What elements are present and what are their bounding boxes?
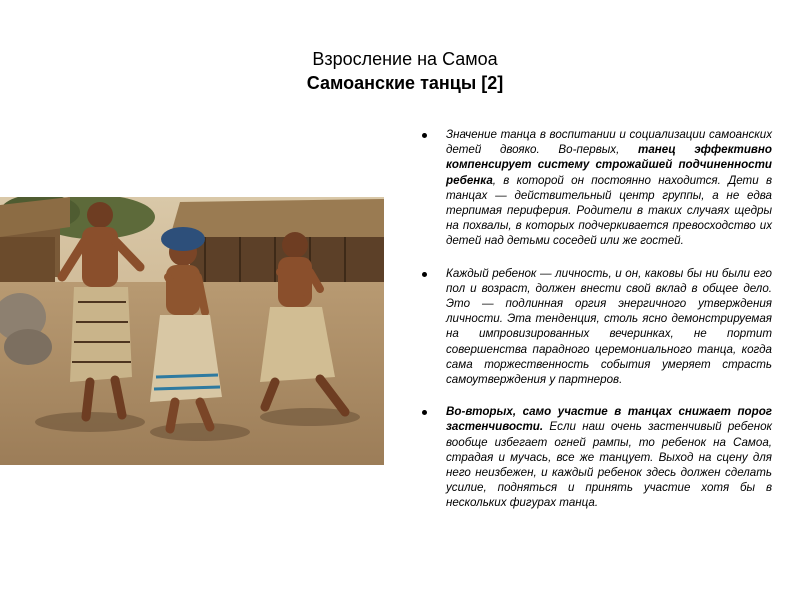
samoan-dancers-photo (0, 197, 384, 465)
bullet-list (420, 127, 772, 511)
bullet-1-text-b: , в которой он постоянно находится. Дети в танцах — действительный центр группы, а не едва терпимая периферия. Родители в таких случаях щедры на похвалы, в которых подчеркивается превосходство их детей над детьми соседей или же гостей. (446, 173, 772, 248)
bullet-dot-icon (422, 133, 427, 138)
bullet-item-2 (420, 266, 772, 388)
bullet-2-text: Каждый ребенок — личность, и он, каковы бы ни были его пол и возраст, должен внести свой вклад в общее дело. Это — подлинная оргия энергичного утверждения личности. Эта тенденция, столь ясно демонстрируемая на импровизированных вечеринках, не портит совершенства парадного церемониального танца, когда сама торжественность события умеряет страсть самоутверждения у партнеров. (446, 266, 772, 387)
bullet-1-text-a: Значение танца в воспитании и социализации самоанских детей двояко. Во-первых, (446, 128, 772, 157)
bullet-1-bold: танец эффективно компенсирует систему строжайшей подчиненности ребенка (446, 143, 772, 187)
bullet-3-bold: Во-вторых, само участие в танцах снижает порог застенчивости. (446, 405, 772, 434)
bullet-dot-icon (422, 272, 427, 277)
bullet-3-text-b: Если наш очень застенчивый ребенок вообще избегает огней рампы, то ребенок на Самоа, страдая и мучась, все же танцует. Выход на сцену для него неизбежен, и каждый ребенок здесь должен сделать усилие, подняться и принять участие хотя бы в нескольких фигурах танца. (446, 420, 772, 510)
title-line-1: Взросление на Самоа (312, 49, 498, 69)
bullet-item-3 (420, 404, 772, 510)
bullet-dot-icon (422, 410, 427, 415)
slide-title (240, 48, 570, 96)
photo-illustration (0, 197, 384, 465)
bullet-item-1 (420, 127, 772, 249)
title-line-2: Самоанские танцы [2] (306, 73, 504, 93)
